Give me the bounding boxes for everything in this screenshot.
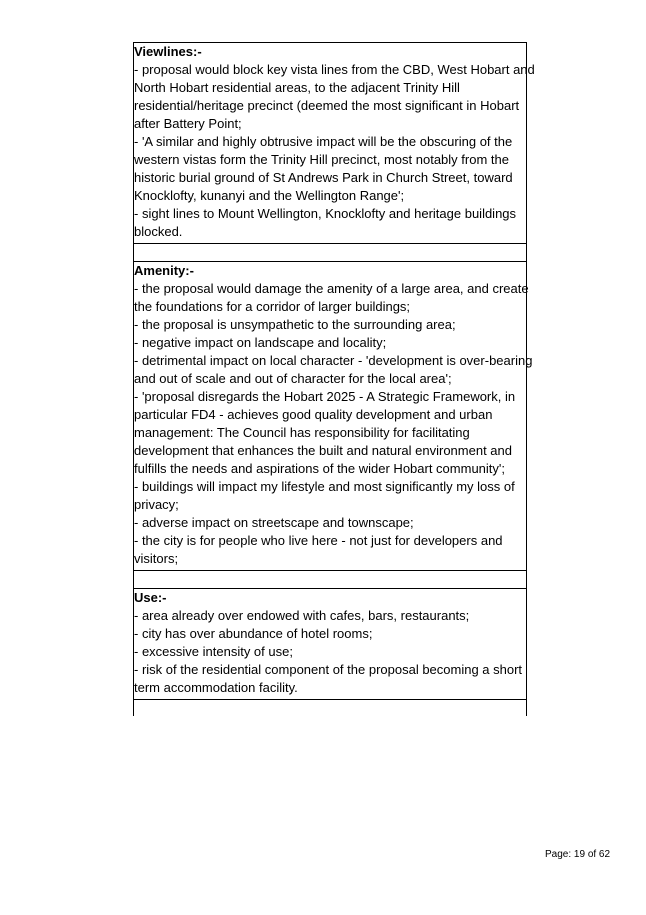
text-line: North Hobart residential areas, to the adjacent Trinity Hill <box>134 80 460 95</box>
text-line: residential/heritage precinct (deemed the most significant in Hobart <box>134 98 520 113</box>
table-spacer-row <box>134 243 526 261</box>
section-title: Viewlines:- <box>134 44 202 59</box>
text-line: western vistas form the Trinity Hill precinct, most notably from the <box>134 152 509 167</box>
text-line: - sight lines to Mount Wellington, Knocklofty and heritage buildings <box>134 206 517 221</box>
text-line: - buildings will impact my lifestyle and most significantly my loss of <box>134 479 515 494</box>
text-line: visitors; <box>134 551 179 566</box>
text-line: and out of scale and out of character for the local area'; <box>134 371 452 386</box>
text-line: management: The Council has responsibility for facilitating <box>134 425 470 440</box>
text-line: - the city is for people who live here - not just for developers and <box>134 533 503 548</box>
text-line: - the proposal would damage the amenity of a large area, and create <box>134 281 529 296</box>
text-line: development that enhances the built and natural environment and <box>134 443 512 458</box>
text-line: historic burial ground of St Andrews Park in Church Street, toward <box>134 170 513 185</box>
text-line: - negative impact on landscape and locality; <box>134 335 387 350</box>
text-line: privacy; <box>134 497 179 512</box>
text-line: term accommodation facility. <box>134 680 298 695</box>
section-amenity <box>134 261 533 570</box>
table-spacer-row <box>134 570 526 588</box>
text-line: - the proposal is unsympathetic to the surrounding area; <box>134 317 456 332</box>
text-line: - proposal would block key vista lines from the CBD, West Hobart and <box>134 62 535 77</box>
text-line: - risk of the residential component of the proposal becoming a short <box>134 662 523 677</box>
text-line: fulfills the needs and aspirations of the wider Hobart community'; <box>134 461 506 476</box>
section-title: Use:- <box>134 590 167 605</box>
text-line: - adverse impact on streetscape and townscape; <box>134 515 414 530</box>
text-line: - city has over abundance of hotel rooms; <box>134 626 373 641</box>
text-line: - excessive intensity of use; <box>134 644 293 659</box>
page-number: Page: 19 of 62 <box>545 849 611 860</box>
text-line: - 'A similar and highly obtrusive impact will be the obscuring of the <box>134 134 513 149</box>
text-line: particular FD4 - achieves good quality development and urban <box>134 407 493 422</box>
text-line: the foundations for a corridor of larger buildings; <box>134 299 411 314</box>
text-line: Knocklofty, kunanyi and the Wellington Range'; <box>134 188 405 203</box>
document-table <box>133 42 535 716</box>
section-viewlines <box>134 42 535 243</box>
section-use <box>134 588 526 699</box>
text-line: - detrimental impact on local character - 'development is over-bearing <box>134 353 533 368</box>
table-empty-row <box>134 699 526 716</box>
section-title: Amenity:- <box>134 263 194 278</box>
text-line: blocked. <box>134 224 183 239</box>
text-line: after Battery Point; <box>134 116 242 131</box>
text-line: - 'proposal disregards the Hobart 2025 - A Strategic Framework, in <box>134 389 516 404</box>
text-line: - area already over endowed with cafes, bars, restaurants; <box>134 608 470 623</box>
